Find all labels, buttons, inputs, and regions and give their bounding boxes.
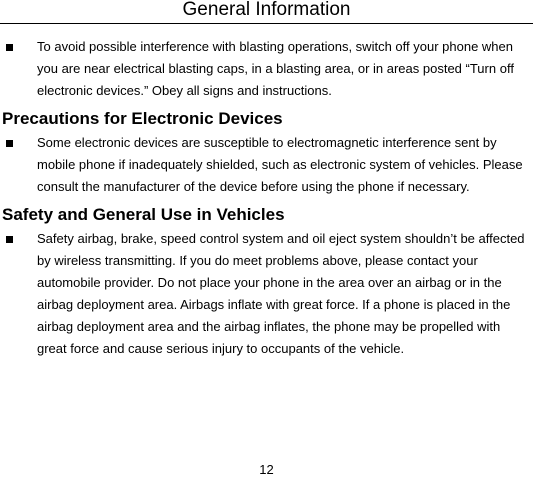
page-number: 12 — [259, 462, 274, 477]
bullet-square-icon — [6, 236, 13, 243]
bullet-square-icon — [6, 140, 13, 147]
page-header — [0, 0, 533, 24]
vehicles-bullet-text: Safety airbag, brake, speed control system and oil eject system shouldn’t be affected by wireless transmitting. If you do meet problems above, please contact your automobile provider. Do not place your phone in the area over an airbag or in the airbag deployment area. Airbags inflate with great force. If a phone is placed in the airbag deployment area and the airbag inflates, the phone may be propelled with great force and cause serious injury to occupants of the vehicle. — [37, 231, 525, 356]
electronic-devices-heading: Precautions for Electronic Devices — [2, 109, 283, 128]
blasting-bullet-text: To avoid possible interference with blasting operations, switch off your phone when you are near electrical blasting caps, in a blasting area, or in areas posted “Turn off electronic devices.” Obey all signs and instructions. — [37, 39, 514, 98]
electronic-devices-bullet — [0, 132, 533, 198]
blasting-bullet — [0, 36, 533, 102]
vehicles-bullet — [0, 228, 533, 360]
electronic-devices-bullet-text: Some electronic devices are susceptible to electromagnetic interference sent by mobile phone if inadequately shielded, such as electronic system of vehicles. Please consult the manufacturer of the device before using the phone if necessary. — [37, 135, 523, 194]
page-title: General Information — [182, 0, 351, 20]
page-content — [0, 36, 533, 360]
bullet-square-icon — [6, 44, 13, 51]
vehicles-heading: Safety and General Use in Vehicles — [2, 205, 285, 224]
